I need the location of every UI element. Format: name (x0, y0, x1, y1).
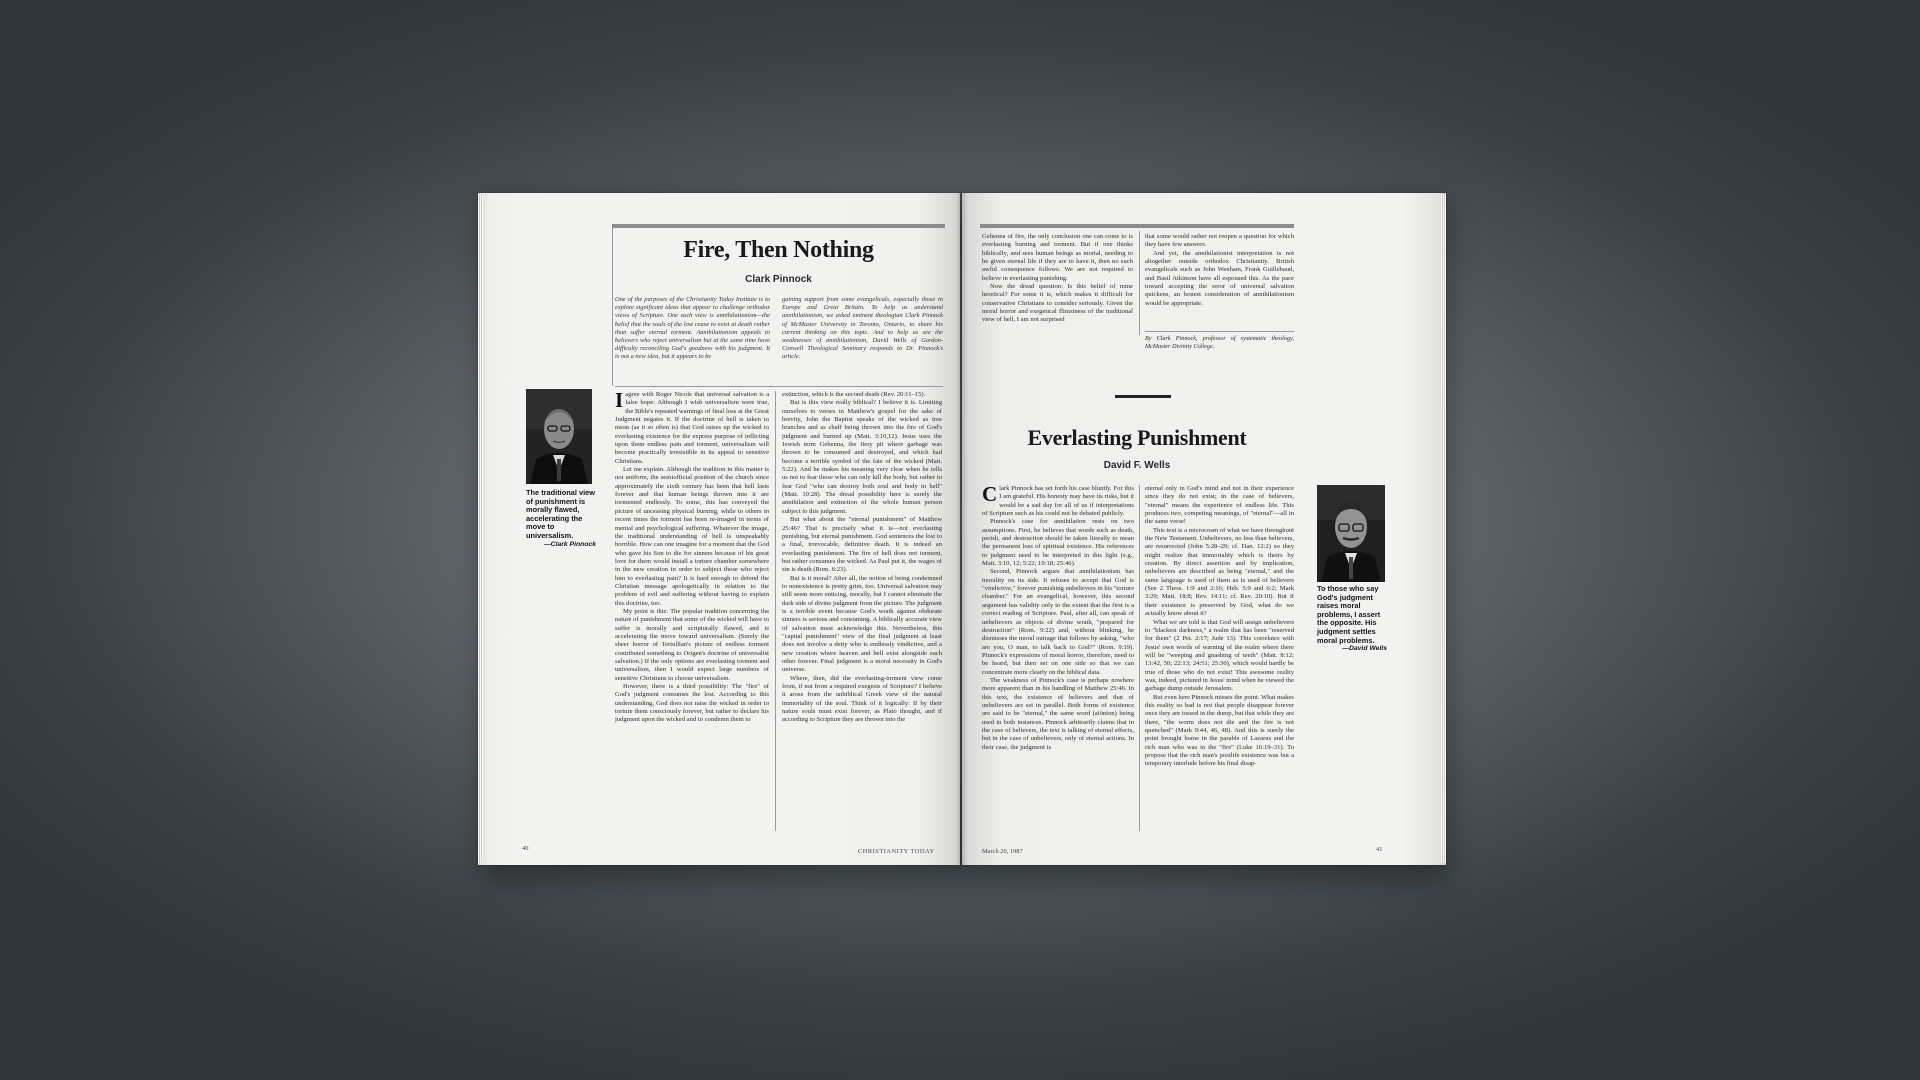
pullquote-left-text: The traditional view of punishment is morally flawed, accelerating the move to universalism. (526, 488, 595, 540)
pullquote-right-text: To those who say God's judgment raises moral problems, I assert the opposite. His judgment settles moral problems. (1317, 584, 1381, 645)
right-body-col-2 (1145, 485, 1294, 831)
paragraph: Where, then, did the everlasting-torment view come from, if not from a required exegesis of Scripture? I believe it arose from the unbiblical Greek view of the natural immortality of the soul. Think of it logically: If by their nature souls must exist forever, as Plato thought, and if according to Scripture they are thrown into the (782, 674, 942, 724)
left-top-rule (612, 224, 945, 228)
dropcap-right: C (982, 485, 998, 506)
paragraph: The weakness of Pinnock's case is perhaps nowhere more apparent than in his handling of Matthew 25:46. In this text, the existence of believers and that of unbelievers are set in parallel. Both forms of existence are said to be "eternal," the same word (aiōnion) being used in both instances. Pinnock arbitrarily claims that in the case of believers, the text is talking of eternal effects, but in the case of unbelievers, only of eternal actions. In their case, the judgment is (982, 676, 1134, 751)
paragraph: This text is a microcosm of what we have throughout the New Testament. Unbelievers, no less than believers, are resurrected (John 5:28–29; cf. Dan. 12:2) so they might realize that immortality which is theirs by creation. By direct assertion and by implication, unbelievers are described as being "eternal," and the same language is used of them as is used of believers (See 2 Thess. 1:9 and 2:16; Heb. 5:9 and 6:2; Mark 3:29; Matt. 18:8; Rev. 14:11; cf. Rev. 20:10). But if their existence is preserved by God, what do we actually know about it? (1145, 526, 1294, 618)
paragraph: But is this view really biblical? I believe it is. Limiting ourselves to verses in Matthew's gospel for the sake of brevity, John the Baptist speaks of the wicked as tree branches and as chaff being thrown into the fire of God's judgment and burned up (Matt. 3:10,12). Jesus uses the Jewish term Gehenna, the fiery pit where garbage was thrown to be consumed and destroyed, and which had become a terrible symbol of the fate of the wicked (Matt. 5:22). And he makes his meaning very clear when he tells us not to fear those who can only kill the body, but rather to fear God "who can destroy both soul and body in hell" (Matt. 10:28). The dread possibility here is surely the annihilation and extinction of the whole human person subject to this judgment. (782, 399, 942, 515)
pullquote-right-attribution: —David Wells (1342, 645, 1387, 653)
section-separator (1115, 395, 1171, 398)
paragraph: eternal only in God's mind and not in their experience since they do not exist; in the case of believers, "eternal" means the experience of endless life. This produces two, competing meanings, of "eternal"—all in the same verse! (1145, 485, 1294, 526)
dropcap-left: I (615, 391, 624, 412)
paragraph: What we are told is that God will assign unbelievers to "blackest darkness," a realm that has been "reserved for them" (2 Pet. 2:17; Jude 13). This correlates with Jesus' own words of warning of the realm where there will be "weeping and gnashing of teeth" (Matt. 8:12; 13:42, 50; 22:13; 24:51; 25:30), which would hardly be true of those who do not exist! This awesome reality was, indeed, pictured in Jesus' mind when he viewed the garbage dump outside Jerusalem. (1145, 618, 1294, 693)
column-rule-left (775, 391, 776, 831)
paragraph: However, there is a third possibility: The "fire" of God's judgment consumes the lost. According to this understanding, God does not raise the wicked in order to torture them consciously forever, but rather to declare his judgment upon the wicked and to condemn them to (615, 683, 769, 724)
article-title-left: Fire, Then Nothing (683, 237, 874, 263)
right-body-col-1 (982, 485, 1134, 831)
paragraph: But is it moral? After all, the notion of being condemned to nonexistence is pretty grim, too. Universal salvation may still seem more enticing, morally, but I cannot eliminate the dark side of divine judgment from the picture. The judgment is a terrible event because God's wrath against obdurate sinners is serious and consuming. A biblically accurate view of salvation must acknowledge this. Nevertheless, this "capital punishment" view of the final judgment at least does not involve a deity who is endlessly vindictive, and a new creation where heaven and hell exist alongside each other forever. Final judgment is a moral necessity in God's universe. (782, 574, 942, 674)
author-signature: By Clark Pinnock, professor of systematic theology, McMaster Divinity College. (1145, 335, 1294, 350)
paragraph: But even here Pinnock misses the point. What makes this reality so bad is not that people disappear forever once they are tossed in the dump, but that while they are there, "the worm does not die and the fire is not quenched" (Mark 9:44, 46, 48). And this is surely the point brought home in the parable of Lazarus and the rich man who was in the "fire" (Luke 16:19–31). To propose that the rich man's postlife existence was but a temporary interlude before his final disap- (1145, 693, 1294, 768)
paragraph: extinction, which is the second death (Rev. 20:11–15). (782, 391, 926, 398)
pullquote-left (526, 489, 596, 549)
left-page (478, 193, 960, 865)
paragraph: lark Pinnock has set forth his case bluntly. For this I am grateful. His honesty may have its risks, but it would be a sad day for all of us if interpretations of Scripture such as his could not be debated publicly. (982, 485, 1134, 518)
paragraph: agree with Roger Nicole that universal salvation is a false hope: Although I wish universalism were true, the Bible's repeated warnings of final loss at the Great Judgment negates it. If the doctrine of hell is taken to mean (as it so often is) that God raises up the wicked to everlasting existence for the express purpose of inflicting upon them endless pain and torment, universalism will become practically irresistible in its appeal to sensitive Christians. (615, 391, 769, 465)
right-top-col-2 (1145, 233, 1294, 323)
right-page (962, 193, 1446, 865)
right-page-edge (1441, 195, 1446, 863)
paragraph: Let me explain. Although the tradition in this matter is not uniform, the semiofficial position of the church since approximately the sixth century has been that hell lasts forever and that human beings thrown into it are tormented endlessly. To some, this has conveyed the picture of unceasing physical burning, while to others in recent times the torment has been re-imaged in terms of mental and psychological suffering. Whatever the image, the traditional understanding of hell is unspeakably horrible. How can one imagine for a moment that the God who gave his Son to die for sinners because of his great love for them would install a torture chamber somewhere in the new creation in order to subject those who reject him to everlasting pain? It is hard enough to defend the Christian message apologetically in relation to the problem of evil and suffering without having to explain this doctrine, too. (615, 466, 769, 607)
left-body-col-2 (782, 391, 942, 831)
author-photo-pinnock (526, 389, 592, 484)
paragraph: Now the dread question: Is this belief of mine heretical? For some it is, which makes it difficult for conservative Christians to consider seriously. Given the moral horror and exegetical flimsiness of the traditional view of hell, I am not surprised (982, 283, 1133, 324)
byline-right: David F. Wells (1103, 460, 1171, 471)
intro-divider (615, 386, 943, 387)
pullquote-right (1317, 585, 1387, 654)
portrait-wells (1317, 485, 1385, 582)
magazine-spread (478, 193, 1446, 869)
paragraph: But what about the "eternal punishment" of Matthew 25:46? That is precisely what it is—not everlasting punishing, but eternal punishment. God sentences the lost to a final, irrevocable, definitive death. It is indeed an everlasting punishment. The fire of hell does not torment, but rather consumes the wicked. As Paul put it, the wages of sin is death (Rom. 6:23). (782, 516, 942, 574)
left-page-edge (478, 195, 483, 863)
paragraph: Gehenna of fire, the only conclusion one can come to is everlasting burning and torment. But if one thinks biblically, and sees human beings as mortal, needing to be given eternal life if they are to have it, then no such awful consequence follows. We are not required to believe in everlasting punishing. (982, 233, 1133, 282)
paragraph: Second, Pinnock argues that annihilationism has morality on its side. It refuses to accept that God is "vindictive," forever punishing unbelievers in his "torture chamber." For an evangelical, however, this second argument has validity only to the extent that the first is a correct reading of Scripture. Paul, after all, can speak of unbelievers as objects of divine wrath, "prepared for destruction" (Rom. 9:22) and, without blinking, he dismisses the moral outrage that follows by asking, "who are you, O man, to talk back to God?" (Rom. 9:19). Pinnock's expressions of moral horror, therefore, need to be heard, but then set on one side so that we can concentrate more clearly on the biblical data. (982, 568, 1134, 676)
byline-left: Clark Pinnock (745, 274, 812, 285)
paragraph: My point is this: The popular tradition concerning the nature of punishment that some of the wicked will have to suffer is morally and scripturally flawed, and is accelerating the move toward universalism. (Surely the sheer horror of Tertullian's picture of endless torment contributed something to Origen's doctrine of universalist salvation.) If the only options are everlasting torment and universalism, then I would expect large numbers of sensitive Christians to choose universalism. (615, 607, 769, 682)
column-rule-right-top (1139, 231, 1140, 335)
portrait-pinnock (526, 389, 592, 484)
page-number-right: 41 (1376, 846, 1383, 853)
right-top-rule (980, 224, 1294, 228)
signature-divider (1145, 331, 1294, 332)
author-photo-wells (1317, 485, 1385, 582)
paragraph: And yet, the annihilationist interpretation is not altogether outside orthodox Christianity. British evangelicals such as John Wenham, Frank Guillebaud, and Basil Atkinson have all espoused this. As the pace toward accepting the error of universal salvation quickens, an honest consideration of annihilationism would be appropriate. (1145, 249, 1294, 307)
left-body-col-1 (615, 391, 769, 831)
magazine-name-footer: CHRISTIANITY TODAY (858, 848, 935, 855)
paragraph: that some would rather not reopen a question for which they have few answers. (1145, 233, 1294, 249)
article-title-right: Everlasting Punishment (1027, 425, 1247, 450)
right-top-col-1 (982, 233, 1133, 337)
pullquote-left-attribution: —Clark Pinnock (543, 540, 596, 548)
intro-col-2: gaining support from some evangelicals, especially those in Europe and Great Britain. To help us understand annihilationism, we asked eminent theologian Clark Pinnock of McMaster University in Toronto, Ontario, to share his current thinking on this topic. And to help us see the weaknesses of annihilationism, David Wells of Gordon-Conwell Theological Seminary responds to Dr. Pinnock's article. (782, 296, 943, 361)
issue-date-footer: March 20, 1987 (982, 848, 1023, 855)
column-rule-right (1139, 485, 1140, 831)
paragraph: Pinnock's case for annihilation rests on two assumptions. First, he believes that words such as death, perish, and destruction should be taken literally to mean the permanent loss of spiritual existence. His references to judgment need to be interpreted in this light (e.g., Matt. 3:10, 12; 5:22; 10:18; 25:46). (982, 518, 1134, 568)
intro-col-1: One of the purposes of the Christianity Today Institute is to explore significant ideas that appear to challenge orthodox views of Scripture. One such view is annihilationism—the belief that the souls of the lost cease to exist at death rather than suffer eternal torment. Annihilationism appeals to believers who reject universalism but at the same time have difficulty reconciling God's goodness with his judgment. It is not a new idea, but it appears to be (615, 296, 770, 361)
page-number-left: 40 (522, 845, 529, 852)
